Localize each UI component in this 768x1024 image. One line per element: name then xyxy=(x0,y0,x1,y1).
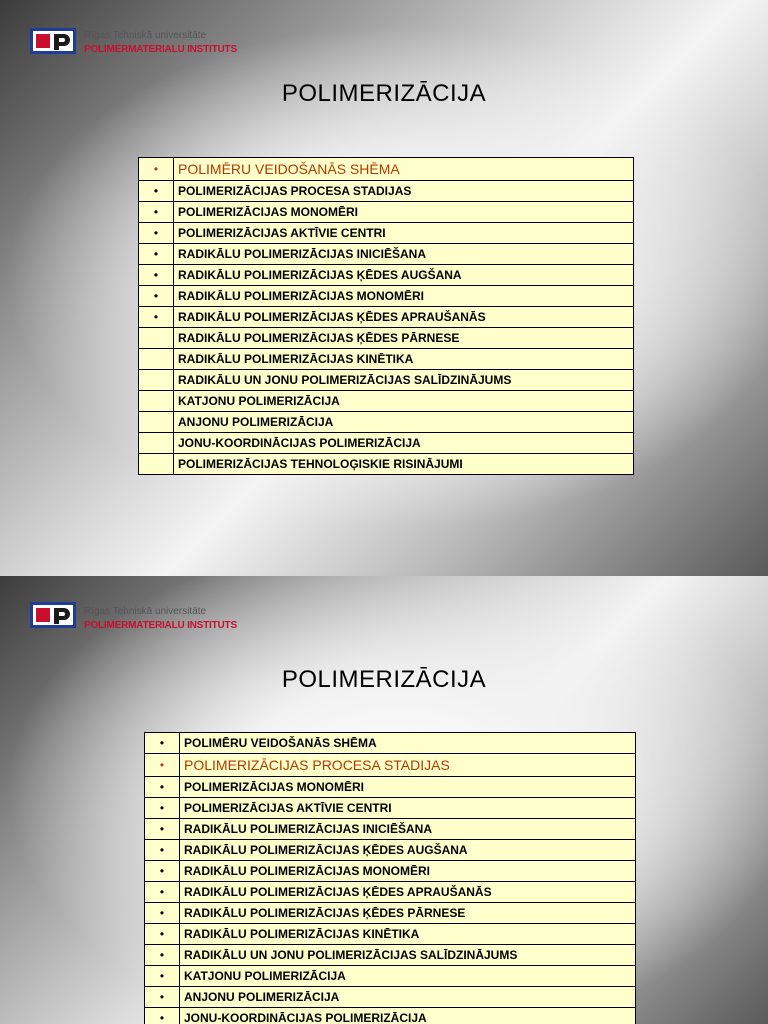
bullet-icon xyxy=(139,412,174,433)
bullet-icon: • xyxy=(145,924,180,945)
topic-label: RADIKĀLU UN JONU POLIMERIZĀCIJAS SALĪDZINĀJUMS xyxy=(174,370,634,391)
topic-label: JONU-KOORDINĀCIJAS POLIMERIZĀCIJA xyxy=(180,1008,636,1024)
topic-label: RADIKĀLU POLIMERIZĀCIJAS INICIĒŠANA xyxy=(180,819,636,840)
topic-label: ANJONU POLIMERIZĀCIJA xyxy=(180,987,636,1008)
topic-row[interactable] xyxy=(145,798,636,819)
topic-label: POLIMĒRU VEIDOŠANĀS SHĒMA xyxy=(180,733,636,754)
university-name: Rīgas Tehniskā universitāte xyxy=(84,30,207,41)
bullet-icon: • xyxy=(145,733,180,754)
topic-label: RADIKĀLU POLIMERIZĀCIJAS MONOMĒRI xyxy=(180,861,636,882)
institute-name: POLIMERMATERIALU INSTITUTS xyxy=(84,620,237,631)
bullet-icon: • xyxy=(145,945,180,966)
bullet-icon: • xyxy=(139,307,174,328)
topic-label: RADIKĀLU POLIMERIZĀCIJAS ĶĒDES AUGŠANA xyxy=(180,840,636,861)
topic-label: POLIMERIZĀCIJAS MONOMĒRI xyxy=(174,202,634,223)
topic-row[interactable] xyxy=(145,777,636,798)
bullet-icon: • xyxy=(145,861,180,882)
topic-row[interactable] xyxy=(145,966,636,987)
bullet-icon: • xyxy=(139,244,174,265)
bullet-icon: • xyxy=(139,202,174,223)
slide-title: POLIMERIZĀCIJA xyxy=(281,666,487,693)
topic-label: RADIKĀLU POLIMERIZĀCIJAS INICIĒŠANA xyxy=(174,244,634,265)
bullet-icon: • xyxy=(139,265,174,286)
bullet-icon: • xyxy=(145,1008,180,1024)
topic-row[interactable] xyxy=(145,945,636,966)
bullet-icon: • xyxy=(145,819,180,840)
bullet-icon: • xyxy=(139,286,174,307)
topic-row[interactable] xyxy=(139,244,634,265)
topic-row[interactable] xyxy=(139,286,634,307)
bullet-icon xyxy=(139,370,174,391)
topic-row[interactable] xyxy=(139,158,634,181)
bullet-icon xyxy=(139,433,174,454)
topics-table xyxy=(144,732,636,1024)
topic-label: JONU-KOORDINĀCIJAS POLIMERIZĀCIJA xyxy=(174,433,634,454)
institute-logo-icon xyxy=(30,602,76,628)
bullet-icon: • xyxy=(145,882,180,903)
topic-row[interactable] xyxy=(139,454,634,475)
topic-label: RADIKĀLU POLIMERIZĀCIJAS ĶĒDES PĀRNESE xyxy=(174,328,634,349)
slide-title: POLIMERIZĀCIJA xyxy=(281,80,487,107)
topic-label: RADIKĀLU POLIMERIZĀCIJAS MONOMĒRI xyxy=(174,286,634,307)
topic-row[interactable] xyxy=(145,840,636,861)
topic-row[interactable] xyxy=(139,370,634,391)
topic-row[interactable] xyxy=(139,181,634,202)
bullet-icon: • xyxy=(145,754,180,777)
bullet-icon xyxy=(139,328,174,349)
bullet-icon: • xyxy=(145,903,180,924)
topic-label: RADIKĀLU POLIMERIZĀCIJAS ĶĒDES APRAUŠANĀS xyxy=(174,307,634,328)
bullet-icon: • xyxy=(145,840,180,861)
topic-label: POLIMERIZĀCIJAS AKTĪVIE CENTRI xyxy=(180,798,636,819)
bullet-icon: • xyxy=(145,777,180,798)
topic-label: ANJONU POLIMERIZĀCIJA xyxy=(174,412,634,433)
topic-row[interactable] xyxy=(139,223,634,244)
topic-label: RADIKĀLU UN JONU POLIMERIZĀCIJAS SALĪDZINĀJUMS xyxy=(180,945,636,966)
topic-row[interactable] xyxy=(139,391,634,412)
topic-row[interactable] xyxy=(139,202,634,223)
slide-2 xyxy=(0,576,768,1024)
bullet-icon: • xyxy=(145,987,180,1008)
bullet-icon: • xyxy=(139,181,174,202)
topic-label: POLIMERIZĀCIJAS AKTĪVIE CENTRI xyxy=(174,223,634,244)
topic-label: POLIMĒRU VEIDOŠANĀS SHĒMA xyxy=(174,158,634,181)
topic-row[interactable] xyxy=(145,1008,636,1024)
topic-row[interactable] xyxy=(139,412,634,433)
bullet-icon: • xyxy=(139,158,174,181)
bullet-icon xyxy=(139,349,174,370)
institute-name: POLIMERMATERIALU INSTITUTS xyxy=(84,44,237,55)
university-name: Rīgas Tehniskā universitāte xyxy=(84,606,207,617)
topic-row[interactable] xyxy=(139,265,634,286)
topic-label: POLIMERIZĀCIJAS TEHNOLOĢISKIE RISINĀJUMI xyxy=(174,454,634,475)
topic-row[interactable] xyxy=(145,733,636,754)
topic-row[interactable] xyxy=(145,861,636,882)
topic-label: RADIKĀLU POLIMERIZĀCIJAS ĶĒDES APRAUŠANĀS xyxy=(180,882,636,903)
topic-label: KATJONU POLIMERIZĀCIJA xyxy=(174,391,634,412)
topic-row[interactable] xyxy=(145,819,636,840)
topic-row[interactable] xyxy=(139,307,634,328)
institute-logo-icon xyxy=(30,28,76,54)
topic-label: POLIMERIZĀCIJAS PROCESA STADIJAS xyxy=(180,754,636,777)
bullet-icon: • xyxy=(145,966,180,987)
topic-row[interactable] xyxy=(145,754,636,777)
topic-row[interactable] xyxy=(139,349,634,370)
topic-label: POLIMERIZĀCIJAS PROCESA STADIJAS xyxy=(174,181,634,202)
topic-row[interactable] xyxy=(139,328,634,349)
topic-label: POLIMERIZĀCIJAS MONOMĒRI xyxy=(180,777,636,798)
bullet-icon xyxy=(139,454,174,475)
bullet-icon xyxy=(139,391,174,412)
topic-label: RADIKĀLU POLIMERIZĀCIJAS KINĒTIKA xyxy=(174,349,634,370)
topic-label: RADIKĀLU POLIMERIZĀCIJAS ĶĒDES AUGŠANA xyxy=(174,265,634,286)
topic-row[interactable] xyxy=(145,987,636,1008)
topic-row[interactable] xyxy=(145,903,636,924)
topic-row[interactable] xyxy=(145,924,636,945)
topics-table xyxy=(138,157,634,475)
topic-row[interactable] xyxy=(139,433,634,454)
bullet-icon: • xyxy=(145,798,180,819)
topic-label: KATJONU POLIMERIZĀCIJA xyxy=(180,966,636,987)
topic-label: RADIKĀLU POLIMERIZĀCIJAS ĶĒDES PĀRNESE xyxy=(180,903,636,924)
topic-row[interactable] xyxy=(145,882,636,903)
topic-label: RADIKĀLU POLIMERIZĀCIJAS KINĒTIKA xyxy=(180,924,636,945)
bullet-icon: • xyxy=(139,223,174,244)
